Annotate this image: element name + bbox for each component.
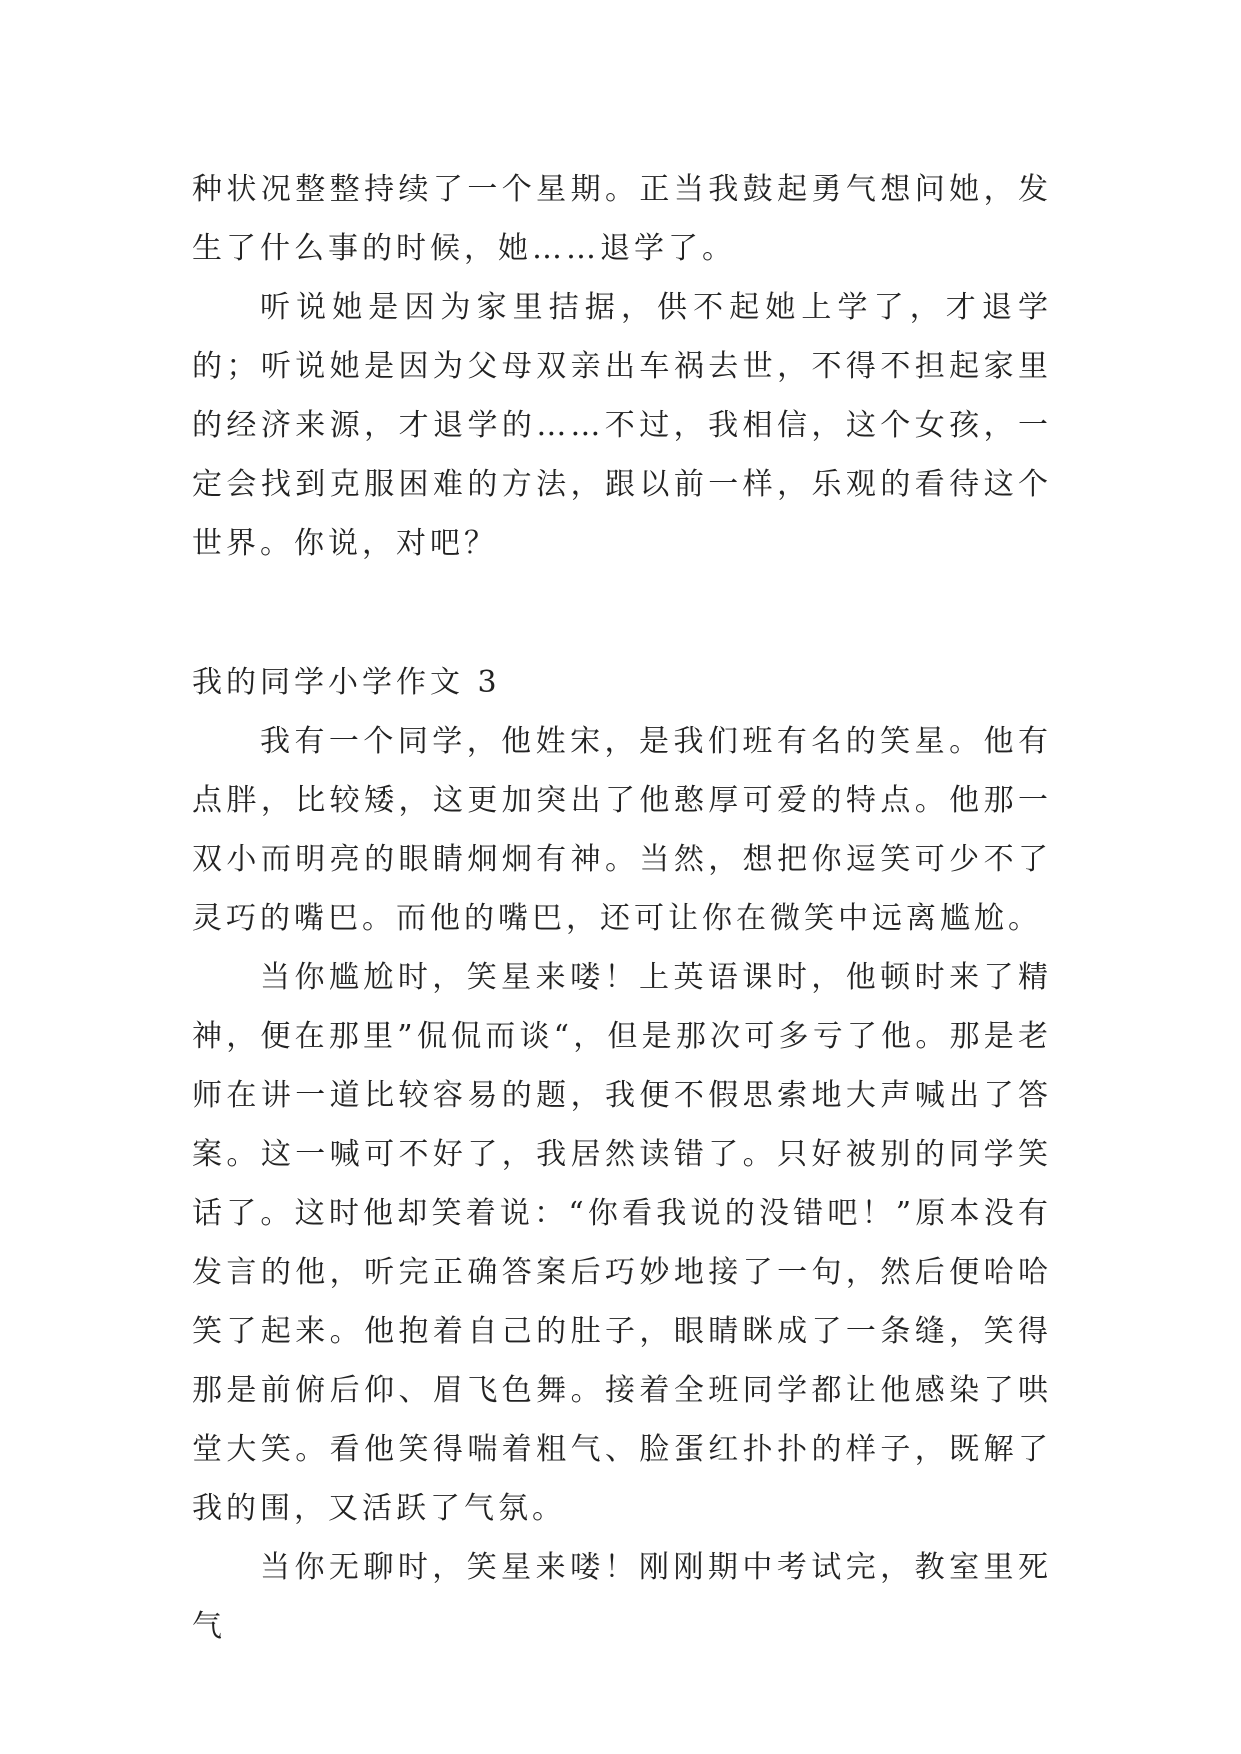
paragraph-continuation: 种状况整整持续了一个星期。正当我鼓起勇气想问她，发生了什么事的时候，她……退学了。 xyxy=(192,172,1052,266)
paragraph-rumor: 听说她是因为家里拮据，供不起她上学了，才退学的；听说她是因为父母双亲出车祸去世，不得不担起家里的经济来源，才退学的……不过，我相信，这个女孩，一定会找到克服困难的方法，跟以前一样，乐观的看待这个世界。你说，对吧？ xyxy=(192,290,1052,561)
document-body xyxy=(192,160,1052,1656)
section-title: 我的同学小学作文 3 xyxy=(192,665,501,700)
paragraph-intro: 我有一个同学，他姓宋，是我们班有名的笑星。他有点胖，比较矮，这更加突出了他憨厚可爱的特点。他那一双小而明亮的眼睛炯炯有神。当然，想把你逗笑可少不了灵巧的嘴巴。而他的嘴巴，还可让你在微笑中远离尴尬。 xyxy=(192,724,1052,936)
paragraph-bored: 当你无聊时，笑星来喽！刚刚期中考试完，教室里死气 xyxy=(192,1550,1052,1644)
section-spacer xyxy=(192,573,1052,653)
paragraph-awkward: 当你尴尬时，笑星来喽！上英语课时，他顿时来了精神，便在那里”侃侃而谈“，但是那次可多亏了他。那是老师在讲一道比较容易的题，我便不假思索地大声喊出了答案。这一喊可不好了，我居然读错了。只好被别的同学笑话了。这时他却笑着说：“你看我说的没错吧！”原本没有发言的他，听完正确答案后巧妙地接了一句，然后便哈哈笑了起来。他抱着自己的肚子，眼睛眯成了一条缝，笑得那是前俯后仰、眉飞色舞。接着全班同学都让他感染了哄堂大笑。看他笑得喘着粗气、脸蛋红扑扑的样子，既解了我的围，又活跃了气氛。 xyxy=(192,960,1052,1526)
